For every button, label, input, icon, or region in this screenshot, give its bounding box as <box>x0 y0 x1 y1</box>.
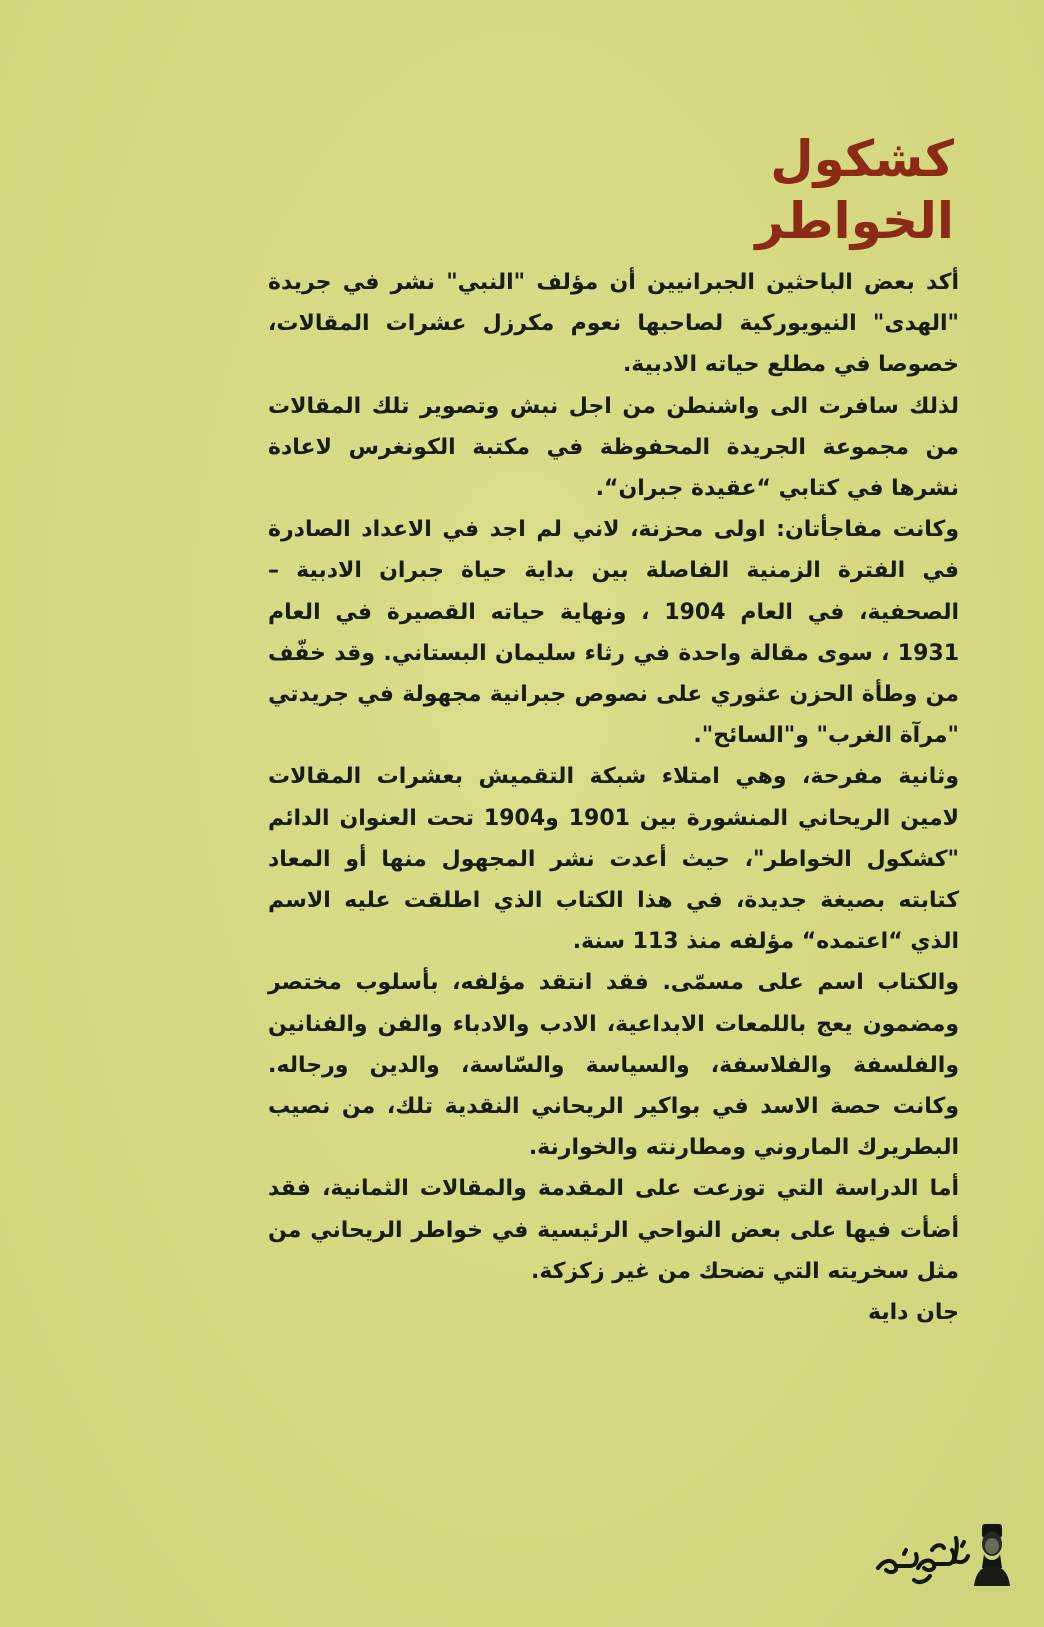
publisher-logo <box>870 1510 990 1580</box>
publisher-logo-icon <box>870 1510 1020 1600</box>
blurb-paragraph-5: والكتاب اسم على مسمّى. فقد انتقد مؤلفه، بأسلوب مختصر ومضمون يعج باللمعات الابداعية، الادب والادباء والفن والفنانين والفلسفة والفلاسفة، والسياسة والسّاسة، والدين ورجاله. وكانت حصة الاسد في بواكير الريحاني النقدية تلك، من نصيب البطريرك الماروني ومطارنته والخوارنة. <box>268 970 959 1161</box>
book-title-line-2: الخواطر <box>755 192 954 250</box>
blurb-paragraph-2: لذلك سافرت الى واشنطن من اجل نبش وتصوير تلك المقالات من مجموعة الجريدة المحفوظة في مكتبة الكونغرس لاعادة نشرها في كتابي “عقيدة جبران“. <box>268 393 959 502</box>
blurb-paragraph-1: أكد بعض الباحثين الجبرانيين أن مؤلف "النبي" نشر في جريدة "الهدى" النيويوركية لصاحبها نعوم مكرزل عشرات المقالات، خصوصا في مطلع حياته الادبية. <box>268 270 959 378</box>
blurb-text <box>268 262 959 1333</box>
blurb-paragraph-4: وثانية مفرحة، وهي امتلاء شبكة التقميش بعشرات المقالات لامين الريحاني المنشورة بين 1901 و1904 تحت العنوان الدائم "كشكول الخواطر"، حيث أعدت نشر المجهول منها أو المعاد كتابته بصيغة جديدة، في هذا الكتاب الذي اطلقت عليه الاسم الذي “اعتمده“ مؤلفه منذ 113 سنة. <box>268 764 959 955</box>
portrait-icon <box>974 1524 1010 1586</box>
author-signature: جان داية <box>868 1300 959 1326</box>
book-title <box>755 128 954 252</box>
book-title-line-1: كشكول <box>770 130 954 188</box>
blurb-paragraph-3: وكانت مفاجأتان: اولى محزنة، لاني لم اجد في الاعداد الصادرة في الفترة الزمنية الفاصلة بين بداية حياة جبران الادبية – الصحفية، في العام 1904 ، ونهاية حياته القصيرة في العام 1931 ، سوى مقالة واحدة في رثاء سليمان البستاني. وقد خفّف من وطأة الحزن عثوري على نصوص جبرانية مجهولة في جريدتي "مرآة الغرب" و"السائح". <box>268 517 960 749</box>
blurb-paragraph-6: أما الدراسة التي توزعت على المقدمة والمقالات الثمانية، فقد أضأت فيها على بعض النواحي الرئيسية في خواطر الريحاني من مثل سخريته التي تضحك من غير زكزكة. <box>268 1176 959 1284</box>
